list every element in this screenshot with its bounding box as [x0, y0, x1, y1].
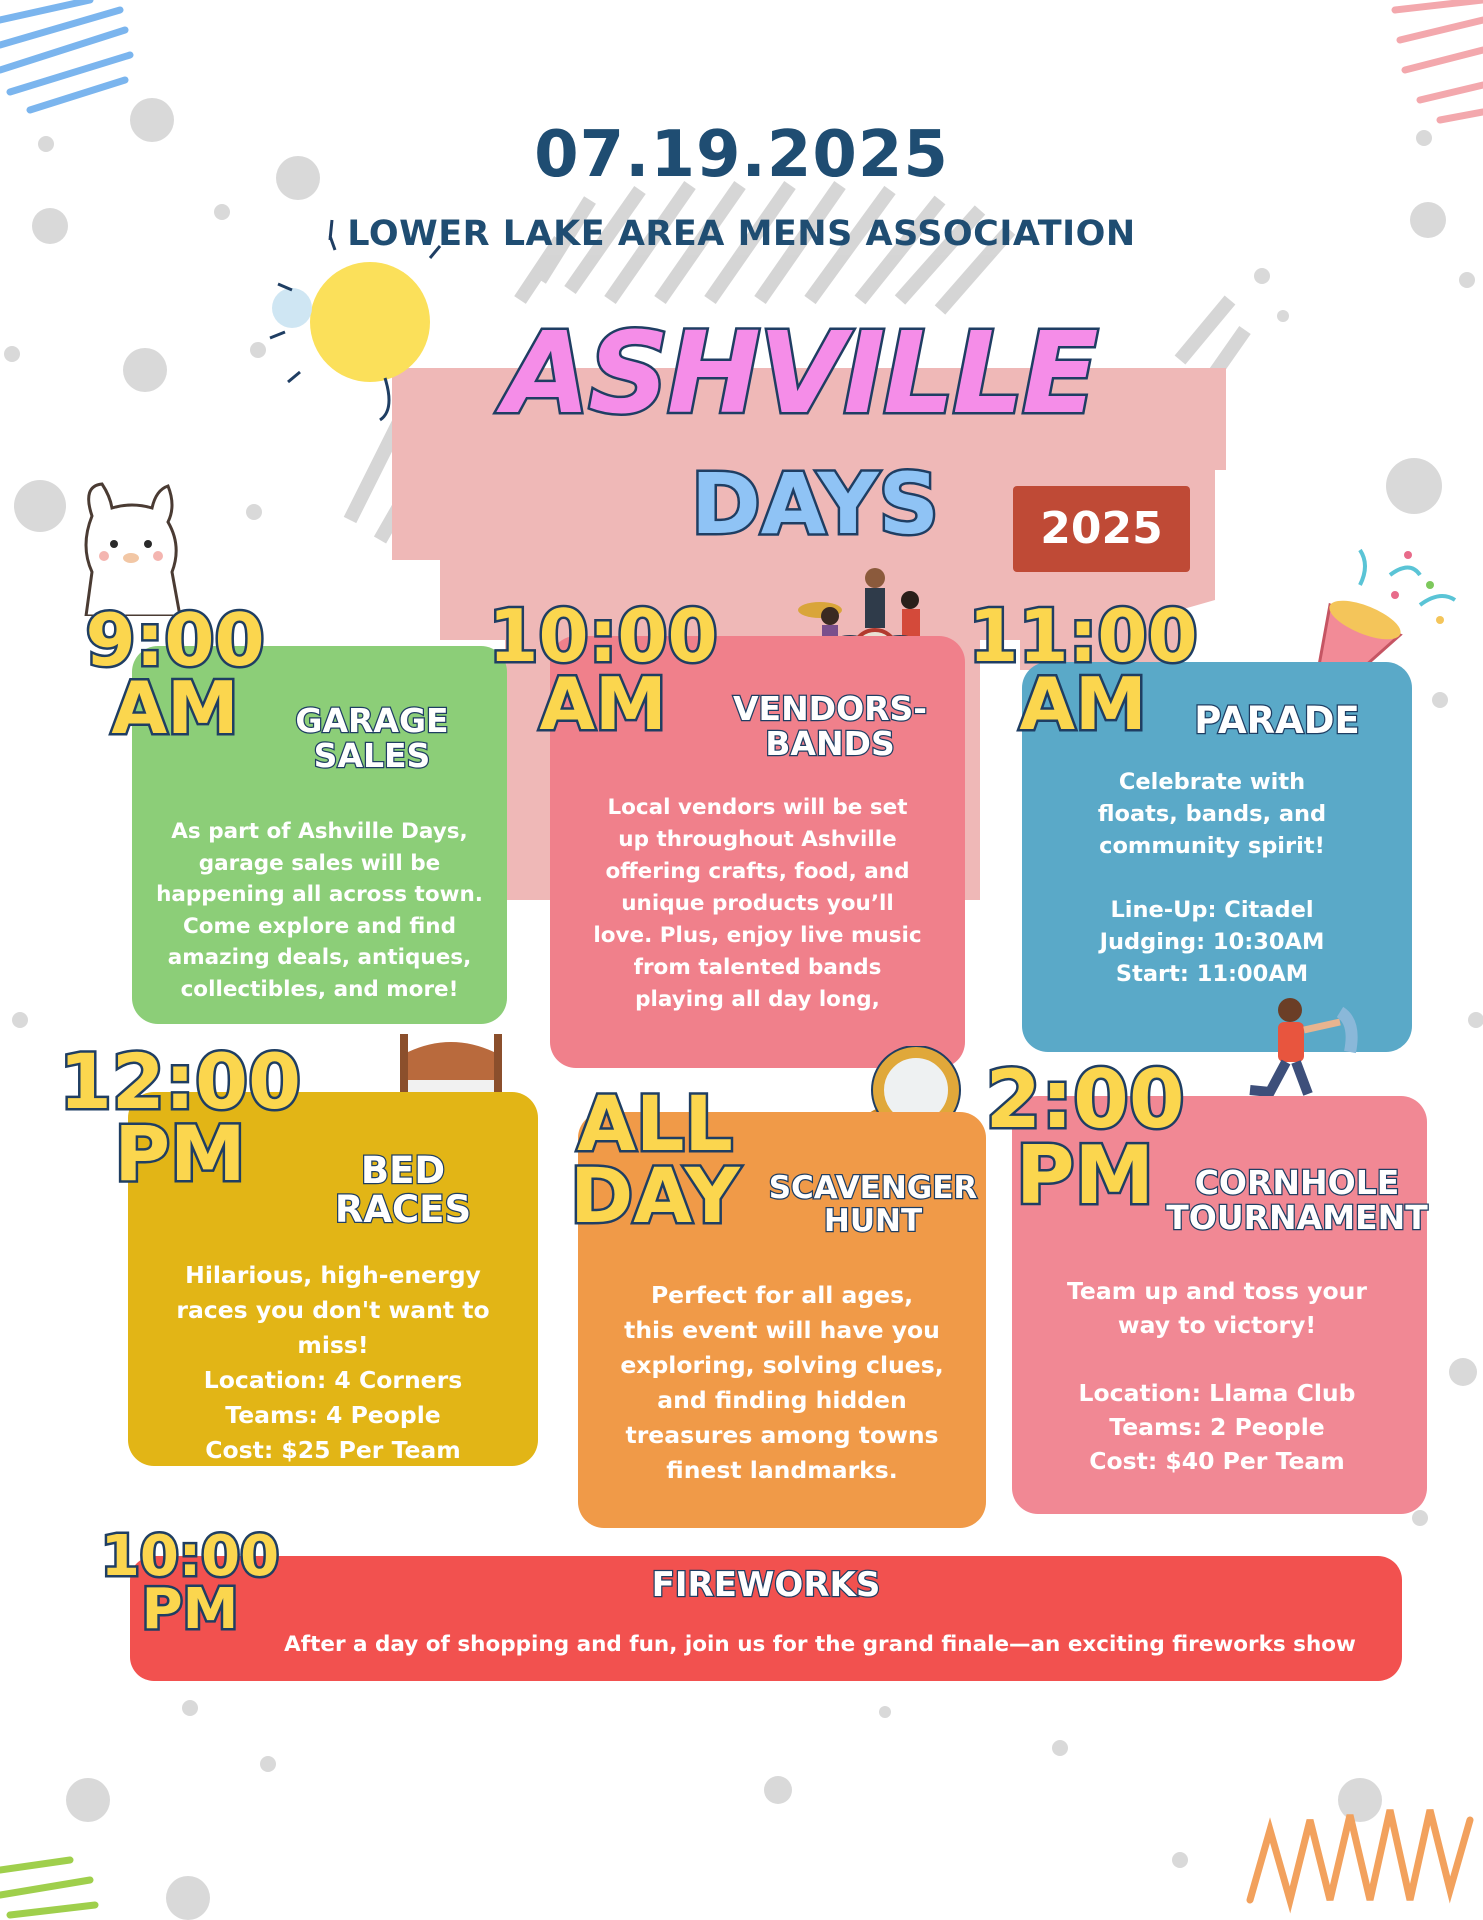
event-date: 07.19.2025	[534, 118, 949, 192]
event-title: CORNHOLE TOURNAMENT	[1166, 1163, 1428, 1237]
event-title: GARAGE SALES	[295, 701, 449, 775]
event-description: After a day of shopping and fun, join us for the grand finale—an exciting fireworks show	[284, 1632, 1356, 1657]
event-time: 10:00 PM	[100, 1524, 280, 1643]
event-title: VENDORS- BANDS	[732, 689, 928, 763]
event-time: 12:00 PM	[59, 1037, 301, 1199]
festival-subtitle: DAYS	[690, 455, 940, 553]
event-time: 10:00 AM	[488, 594, 718, 747]
event-title: PARADE	[1194, 699, 1360, 742]
event-time: 11:00 AM	[968, 594, 1198, 747]
event-time: ALL DAY	[570, 1079, 740, 1241]
event-time: 9:00 AM	[85, 598, 265, 751]
event-card-fireworks	[130, 1556, 1402, 1681]
event-description: As part of Ashville Days, garage sales will be happening all across town. Come explore and find amazing deals, antiques, collectibles, and more!	[156, 819, 483, 1002]
event-description: Celebrate with floats, bands, and community spirit! Line-Up: Citadel Judging: 10:30AM Start: 11:00AM	[1097, 769, 1327, 987]
event-description: Local vendors will be set up throughout Ashville offering crafts, food, and unique products you’ll love. Plus, enjoy live music from talented bands playing all day long,	[593, 795, 922, 1012]
event-title: SCAVENGER HUNT	[768, 1170, 978, 1239]
llama-icon	[72, 476, 192, 616]
year-badge: 2025	[1013, 486, 1190, 572]
event-time: 2:00 PM	[985, 1053, 1185, 1222]
event-title: FIREWORKS	[651, 1565, 881, 1605]
event-title: BED RACES	[334, 1149, 472, 1231]
event-description: Hilarious, high-energy races you don't want to miss! Location: 4 Corners Teams: 4 People Cost: $25 Per Team	[176, 1261, 490, 1464]
event-description: Perfect for all ages, this event will have you exploring, solving clues, and finding hidden treasures among towns finest landmarks.	[620, 1281, 944, 1484]
event-description: Team up and toss your way to victory! Location: Llama Club Teams: 2 People Cost: $40 Per Team	[1066, 1277, 1367, 1475]
festival-title: ASHVILLE	[503, 309, 1097, 439]
organization-name: LOWER LAKE AREA MENS ASSOCIATION	[347, 214, 1136, 254]
